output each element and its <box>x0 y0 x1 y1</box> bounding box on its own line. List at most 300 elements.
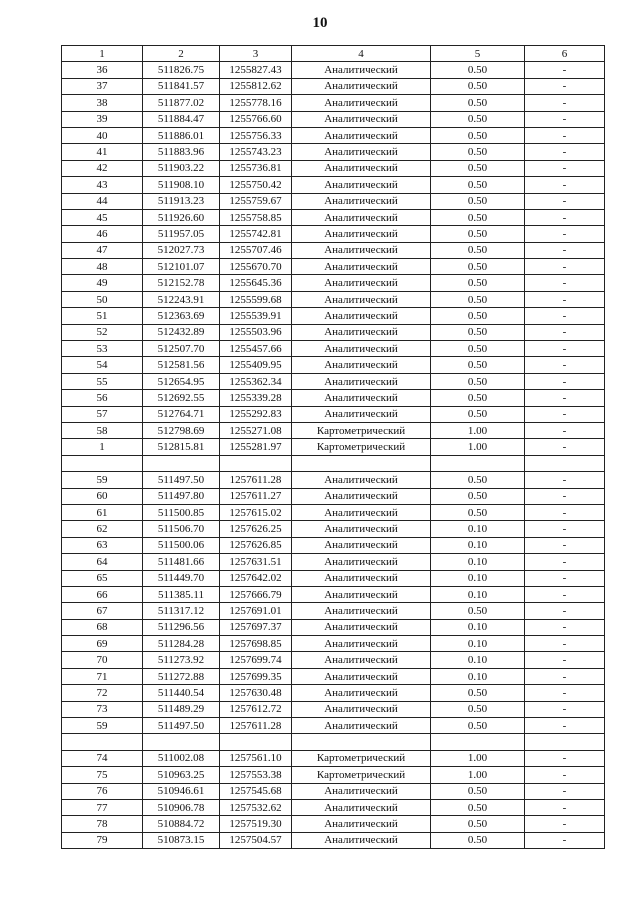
cell-accuracy: 0.10 <box>431 570 525 586</box>
cell-y-coordinate: 1255599.68 <box>220 291 292 307</box>
cell-y-coordinate: 1255742.81 <box>220 226 292 242</box>
cell-method: Аналитический <box>292 504 431 520</box>
cell-point-number: 59 <box>62 472 143 488</box>
cell-method: Аналитический <box>292 177 431 193</box>
cell-y-coordinate: 1257611.28 <box>220 718 292 734</box>
cell-point-number: 68 <box>62 619 143 635</box>
cell-method: Аналитический <box>292 816 431 832</box>
cell-method: Аналитический <box>292 95 431 111</box>
table-row <box>62 373 605 389</box>
cell-point-number: 62 <box>62 521 143 537</box>
cell-method: Картометрический <box>292 422 431 438</box>
cell-accuracy: 0.50 <box>431 259 525 275</box>
table-body <box>62 62 605 849</box>
cell-accuracy: 0.50 <box>431 193 525 209</box>
cell-y-coordinate: 1257698.85 <box>220 636 292 652</box>
cell-accuracy: 0.50 <box>431 95 525 111</box>
cell-x-coordinate: 511903.22 <box>143 160 220 176</box>
cell-accuracy: 0.50 <box>431 111 525 127</box>
cell-point-number: 57 <box>62 406 143 422</box>
coordinates-table <box>61 45 605 849</box>
cell-note: - <box>525 160 605 176</box>
cell-x-coordinate: 511273.92 <box>143 652 220 668</box>
table-row <box>62 832 605 848</box>
table-row <box>62 554 605 570</box>
table-row <box>62 783 605 799</box>
cell-accuracy: 0.50 <box>431 144 525 160</box>
cell-method: Аналитический <box>292 406 431 422</box>
cell-note: - <box>525 439 605 455</box>
cell-point-number: 67 <box>62 603 143 619</box>
cell-method: Аналитический <box>292 78 431 94</box>
cell-y-coordinate: 1255539.91 <box>220 308 292 324</box>
cell-method: Аналитический <box>292 308 431 324</box>
cell-y-coordinate: 1255339.28 <box>220 390 292 406</box>
cell-y-coordinate: 1257699.35 <box>220 668 292 684</box>
cell-note: - <box>525 668 605 684</box>
cell-x-coordinate: 511926.60 <box>143 209 220 225</box>
cell-y-coordinate: 1257561.10 <box>220 750 292 766</box>
cell-note: - <box>525 390 605 406</box>
table-row <box>62 111 605 127</box>
cell-point-number: 58 <box>62 422 143 438</box>
table-row <box>62 144 605 160</box>
cell-accuracy: 0.50 <box>431 291 525 307</box>
cell-x-coordinate: 511886.01 <box>143 127 220 143</box>
table-row <box>62 701 605 717</box>
cell-y-coordinate <box>220 734 292 750</box>
table-row <box>62 209 605 225</box>
cell-accuracy: 0.50 <box>431 685 525 701</box>
cell-note: - <box>525 78 605 94</box>
cell-accuracy: 0.50 <box>431 341 525 357</box>
cell-point-number: 46 <box>62 226 143 242</box>
table-row <box>62 291 605 307</box>
table-row <box>62 816 605 832</box>
cell-note: - <box>525 718 605 734</box>
cell-x-coordinate: 511884.47 <box>143 111 220 127</box>
cell-x-coordinate: 512815.81 <box>143 439 220 455</box>
cell-x-coordinate: 512027.73 <box>143 242 220 258</box>
cell-x-coordinate: 512152.78 <box>143 275 220 291</box>
cell-method: Аналитический <box>292 488 431 504</box>
cell-point-number: 71 <box>62 668 143 684</box>
cell-accuracy: 0.50 <box>431 701 525 717</box>
cell-x-coordinate: 511489.29 <box>143 701 220 717</box>
table-row <box>62 95 605 111</box>
cell-y-coordinate: 1255292.83 <box>220 406 292 422</box>
cell-accuracy: 0.50 <box>431 324 525 340</box>
cell-point-number: 43 <box>62 177 143 193</box>
cell-method: Аналитический <box>292 783 431 799</box>
cell-point-number: 50 <box>62 291 143 307</box>
cell-note: - <box>525 472 605 488</box>
cell-note <box>525 455 605 471</box>
cell-x-coordinate: 511317.12 <box>143 603 220 619</box>
cell-y-coordinate: 1257612.72 <box>220 701 292 717</box>
table-row <box>62 324 605 340</box>
table-row <box>62 193 605 209</box>
cell-y-coordinate: 1255778.16 <box>220 95 292 111</box>
cell-method <box>292 455 431 471</box>
cell-method: Картометрический <box>292 767 431 783</box>
cell-point-number: 76 <box>62 783 143 799</box>
table-row <box>62 160 605 176</box>
cell-note: - <box>525 521 605 537</box>
table-row <box>62 799 605 815</box>
cell-note: - <box>525 324 605 340</box>
cell-y-coordinate: 1257611.28 <box>220 472 292 488</box>
cell-y-coordinate: 1257626.25 <box>220 521 292 537</box>
cell-point-number: 51 <box>62 308 143 324</box>
cell-method: Аналитический <box>292 619 431 635</box>
cell-accuracy: 1.00 <box>431 439 525 455</box>
cell-accuracy: 0.50 <box>431 390 525 406</box>
cell-note: - <box>525 422 605 438</box>
cell-y-coordinate: 1257631.51 <box>220 554 292 570</box>
cell-note: - <box>525 554 605 570</box>
cell-accuracy: 0.50 <box>431 177 525 193</box>
cell-accuracy: 1.00 <box>431 422 525 438</box>
cell-point-number: 52 <box>62 324 143 340</box>
cell-accuracy: 0.10 <box>431 619 525 635</box>
cell-accuracy: 0.50 <box>431 472 525 488</box>
cell-accuracy: 0.50 <box>431 209 525 225</box>
cell-y-coordinate: 1255743.23 <box>220 144 292 160</box>
cell-note: - <box>525 144 605 160</box>
cell-point-number: 70 <box>62 652 143 668</box>
cell-x-coordinate: 511506.70 <box>143 521 220 537</box>
cell-y-coordinate: 1255827.43 <box>220 62 292 78</box>
cell-y-coordinate: 1255457.66 <box>220 341 292 357</box>
cell-x-coordinate: 510963.25 <box>143 767 220 783</box>
cell-y-coordinate: 1257504.57 <box>220 832 292 848</box>
cell-y-coordinate: 1257691.01 <box>220 603 292 619</box>
cell-note: - <box>525 636 605 652</box>
cell-y-coordinate: 1255409.95 <box>220 357 292 373</box>
cell-point-number: 55 <box>62 373 143 389</box>
cell-x-coordinate: 511296.56 <box>143 619 220 635</box>
cell-point-number: 54 <box>62 357 143 373</box>
cell-note: - <box>525 226 605 242</box>
cell-y-coordinate: 1257519.30 <box>220 816 292 832</box>
cell-method: Аналитический <box>292 586 431 602</box>
cell-accuracy: 0.50 <box>431 275 525 291</box>
cell-note: - <box>525 504 605 520</box>
table-row <box>62 504 605 520</box>
cell-accuracy: 0.50 <box>431 816 525 832</box>
cell-method: Аналитический <box>292 62 431 78</box>
cell-y-coordinate: 1255812.62 <box>220 78 292 94</box>
cell-point-number: 41 <box>62 144 143 160</box>
cell-method: Аналитический <box>292 636 431 652</box>
cell-note: - <box>525 242 605 258</box>
table-row <box>62 62 605 78</box>
cell-point-number: 74 <box>62 750 143 766</box>
cell-y-coordinate: 1255759.67 <box>220 193 292 209</box>
table-row <box>62 685 605 701</box>
table-row <box>62 586 605 602</box>
cell-point-number <box>62 455 143 471</box>
cell-accuracy: 0.50 <box>431 488 525 504</box>
cell-x-coordinate: 511877.02 <box>143 95 220 111</box>
cell-point-number: 60 <box>62 488 143 504</box>
cell-method: Картометрический <box>292 750 431 766</box>
cell-method: Аналитический <box>292 390 431 406</box>
cell-method: Аналитический <box>292 570 431 586</box>
cell-accuracy: 0.50 <box>431 718 525 734</box>
cell-note: - <box>525 799 605 815</box>
cell-x-coordinate: 511497.50 <box>143 472 220 488</box>
cell-note: - <box>525 767 605 783</box>
header-cell-4: 4 <box>292 46 431 62</box>
table-row <box>62 668 605 684</box>
cell-accuracy: 0.10 <box>431 537 525 553</box>
cell-point-number: 56 <box>62 390 143 406</box>
table-header-row <box>62 46 605 62</box>
cell-y-coordinate: 1257666.79 <box>220 586 292 602</box>
table-row <box>62 341 605 357</box>
cell-x-coordinate: 511497.80 <box>143 488 220 504</box>
cell-accuracy: 0.50 <box>431 160 525 176</box>
cell-y-coordinate: 1255362.34 <box>220 373 292 389</box>
cell-note: - <box>525 783 605 799</box>
table-row <box>62 127 605 143</box>
cell-y-coordinate: 1257630.48 <box>220 685 292 701</box>
cell-method: Аналитический <box>292 685 431 701</box>
cell-method <box>292 734 431 750</box>
table-row <box>62 521 605 537</box>
cell-x-coordinate: 511272.88 <box>143 668 220 684</box>
cell-x-coordinate: 511002.08 <box>143 750 220 766</box>
cell-note: - <box>525 652 605 668</box>
table-row <box>62 439 605 455</box>
cell-note: - <box>525 177 605 193</box>
table-row <box>62 308 605 324</box>
cell-method: Аналитический <box>292 521 431 537</box>
cell-x-coordinate: 511481.66 <box>143 554 220 570</box>
table-row <box>62 636 605 652</box>
cell-method: Аналитический <box>292 275 431 291</box>
cell-accuracy: 0.10 <box>431 668 525 684</box>
header-cell-3: 3 <box>220 46 292 62</box>
cell-y-coordinate: 1255645.36 <box>220 275 292 291</box>
cell-point-number: 61 <box>62 504 143 520</box>
cell-note: - <box>525 308 605 324</box>
table-row <box>62 767 605 783</box>
header-cell-1: 1 <box>62 46 143 62</box>
cell-accuracy: 0.10 <box>431 652 525 668</box>
cell-note: - <box>525 406 605 422</box>
cell-method: Аналитический <box>292 341 431 357</box>
cell-note: - <box>525 193 605 209</box>
cell-note: - <box>525 685 605 701</box>
cell-x-coordinate: 511913.23 <box>143 193 220 209</box>
cell-point-number <box>62 734 143 750</box>
header-cell-5: 5 <box>431 46 525 62</box>
cell-y-coordinate: 1257545.68 <box>220 783 292 799</box>
table-row <box>62 570 605 586</box>
cell-x-coordinate: 512243.91 <box>143 291 220 307</box>
cell-y-coordinate: 1255758.85 <box>220 209 292 225</box>
table-row <box>62 390 605 406</box>
cell-y-coordinate: 1257532.62 <box>220 799 292 815</box>
cell-method: Аналитический <box>292 324 431 340</box>
cell-y-coordinate: 1257697.37 <box>220 619 292 635</box>
cell-note: - <box>525 750 605 766</box>
cell-method: Аналитический <box>292 537 431 553</box>
cell-y-coordinate: 1255736.81 <box>220 160 292 176</box>
cell-accuracy: 0.50 <box>431 603 525 619</box>
table-row <box>62 472 605 488</box>
cell-point-number: 79 <box>62 832 143 848</box>
cell-x-coordinate: 510906.78 <box>143 799 220 815</box>
cell-point-number: 1 <box>62 439 143 455</box>
cell-point-number: 78 <box>62 816 143 832</box>
cell-note: - <box>525 357 605 373</box>
cell-method: Аналитический <box>292 259 431 275</box>
cell-point-number: 44 <box>62 193 143 209</box>
cell-method: Картометрический <box>292 439 431 455</box>
table-row <box>62 422 605 438</box>
cell-y-coordinate: 1255271.08 <box>220 422 292 438</box>
cell-x-coordinate: 512654.95 <box>143 373 220 389</box>
table-row <box>62 242 605 258</box>
cell-note: - <box>525 488 605 504</box>
cell-y-coordinate: 1257553.38 <box>220 767 292 783</box>
cell-y-coordinate: 1255281.97 <box>220 439 292 455</box>
cell-accuracy: 0.50 <box>431 504 525 520</box>
cell-point-number: 73 <box>62 701 143 717</box>
cell-accuracy: 0.50 <box>431 62 525 78</box>
cell-note: - <box>525 816 605 832</box>
cell-accuracy: 0.50 <box>431 783 525 799</box>
cell-x-coordinate: 512798.69 <box>143 422 220 438</box>
cell-x-coordinate: 511826.75 <box>143 62 220 78</box>
cell-note: - <box>525 275 605 291</box>
cell-accuracy: 0.50 <box>431 78 525 94</box>
cell-note: - <box>525 586 605 602</box>
cell-y-coordinate: 1255503.96 <box>220 324 292 340</box>
cell-x-coordinate: 511449.70 <box>143 570 220 586</box>
cell-method: Аналитический <box>292 193 431 209</box>
cell-x-coordinate: 511908.10 <box>143 177 220 193</box>
cell-accuracy: 0.50 <box>431 406 525 422</box>
cell-x-coordinate <box>143 734 220 750</box>
table-row <box>62 603 605 619</box>
cell-method: Аналитический <box>292 160 431 176</box>
table-row <box>62 537 605 553</box>
cell-y-coordinate: 1255707.46 <box>220 242 292 258</box>
cell-x-coordinate: 511385.11 <box>143 586 220 602</box>
table-row <box>62 718 605 734</box>
table-row <box>62 177 605 193</box>
cell-x-coordinate: 512692.55 <box>143 390 220 406</box>
cell-note: - <box>525 832 605 848</box>
table-row <box>62 78 605 94</box>
cell-point-number: 37 <box>62 78 143 94</box>
table-row <box>62 652 605 668</box>
table-row <box>62 226 605 242</box>
cell-x-coordinate <box>143 455 220 471</box>
cell-accuracy: 0.50 <box>431 832 525 848</box>
cell-note: - <box>525 62 605 78</box>
cell-note: - <box>525 570 605 586</box>
header-cell-2: 2 <box>143 46 220 62</box>
cell-method: Аналитический <box>292 832 431 848</box>
cell-method: Аналитический <box>292 701 431 717</box>
cell-accuracy: 0.50 <box>431 127 525 143</box>
cell-x-coordinate: 511500.06 <box>143 537 220 553</box>
cell-point-number: 42 <box>62 160 143 176</box>
cell-method: Аналитический <box>292 668 431 684</box>
cell-method: Аналитический <box>292 472 431 488</box>
cell-point-number: 59 <box>62 718 143 734</box>
cell-note: - <box>525 619 605 635</box>
cell-x-coordinate: 511500.85 <box>143 504 220 520</box>
cell-method: Аналитический <box>292 127 431 143</box>
cell-note: - <box>525 373 605 389</box>
table-row <box>62 734 605 750</box>
cell-accuracy: 0.50 <box>431 357 525 373</box>
cell-x-coordinate: 511841.57 <box>143 78 220 94</box>
cell-method: Аналитический <box>292 603 431 619</box>
cell-accuracy: 1.00 <box>431 750 525 766</box>
cell-y-coordinate: 1257642.02 <box>220 570 292 586</box>
cell-x-coordinate: 512507.70 <box>143 341 220 357</box>
page-number: 10 <box>312 15 328 31</box>
cell-x-coordinate: 510873.15 <box>143 832 220 848</box>
cell-y-coordinate: 1257615.02 <box>220 504 292 520</box>
table-row <box>62 750 605 766</box>
cell-point-number: 64 <box>62 554 143 570</box>
cell-x-coordinate: 510946.61 <box>143 783 220 799</box>
cell-accuracy: 0.50 <box>431 226 525 242</box>
cell-accuracy: 0.50 <box>431 373 525 389</box>
header-cell-6: 6 <box>525 46 605 62</box>
cell-y-coordinate: 1255750.42 <box>220 177 292 193</box>
cell-y-coordinate: 1257699.74 <box>220 652 292 668</box>
cell-method: Аналитический <box>292 554 431 570</box>
cell-accuracy: 0.10 <box>431 586 525 602</box>
cell-point-number: 38 <box>62 95 143 111</box>
cell-x-coordinate: 512764.71 <box>143 406 220 422</box>
cell-x-coordinate: 512432.89 <box>143 324 220 340</box>
cell-accuracy: 0.50 <box>431 799 525 815</box>
cell-y-coordinate: 1255766.60 <box>220 111 292 127</box>
cell-method: Аналитический <box>292 291 431 307</box>
cell-note: - <box>525 259 605 275</box>
cell-note: - <box>525 701 605 717</box>
cell-accuracy: 0.50 <box>431 308 525 324</box>
cell-method: Аналитический <box>292 718 431 734</box>
cell-point-number: 45 <box>62 209 143 225</box>
cell-y-coordinate <box>220 455 292 471</box>
cell-point-number: 36 <box>62 62 143 78</box>
cell-note: - <box>525 537 605 553</box>
table-row <box>62 275 605 291</box>
cell-method: Аналитический <box>292 652 431 668</box>
cell-x-coordinate: 511957.05 <box>143 226 220 242</box>
cell-x-coordinate: 511284.28 <box>143 636 220 652</box>
table-row <box>62 259 605 275</box>
cell-note: - <box>525 209 605 225</box>
cell-note <box>525 734 605 750</box>
cell-accuracy <box>431 734 525 750</box>
cell-point-number: 49 <box>62 275 143 291</box>
cell-method: Аналитический <box>292 242 431 258</box>
table-row <box>62 406 605 422</box>
